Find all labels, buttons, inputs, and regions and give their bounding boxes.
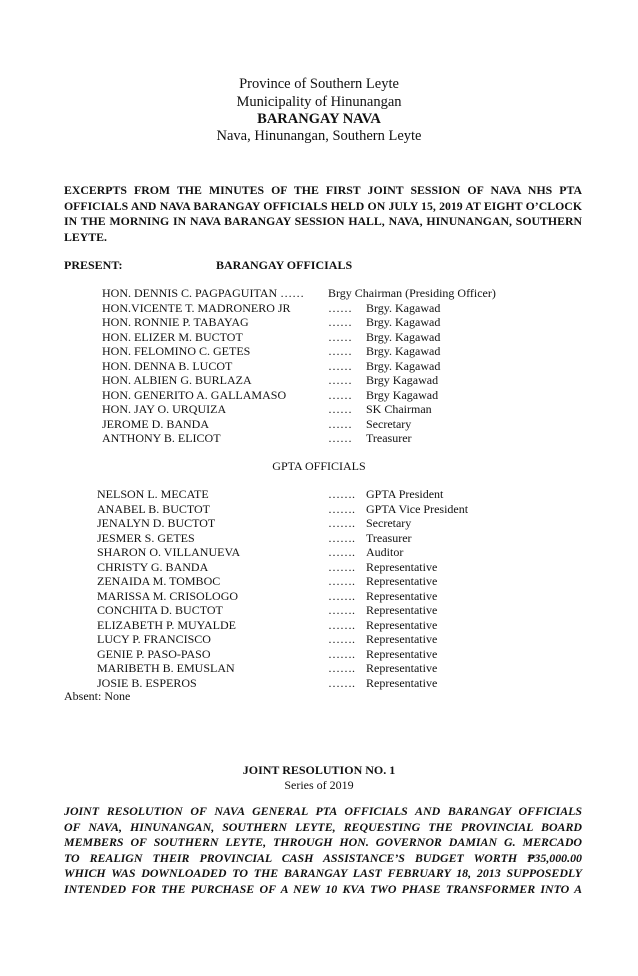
leader-dots: …….: [328, 603, 355, 617]
official-name: HON. FELOMINO C. GETES: [102, 344, 251, 358]
official-position: Treasurer: [366, 530, 412, 545]
official-name: HON. DENNA B. LUCOT: [102, 358, 233, 373]
official-name: MARIBETH B. EMUSLAN: [97, 661, 235, 675]
header-barangay: BARANGAY NAVA: [257, 111, 381, 127]
leader-dots: ……: [328, 344, 352, 358]
official-position: Representative: [366, 632, 438, 646]
official-position: Auditor: [366, 545, 404, 559]
official-name: SHARON O. VILLANUEVA: [97, 545, 241, 559]
leader-dots: ……: [328, 329, 352, 344]
excerpt-paragraph: EXCERPTS FROM THE MINUTES OF THE FIRST JOINT SESSION OF NAVA NHS PTA OFFICIALS AND NAVA BARANGAY OFFICIALS HELD ON JULY 15, 2019 AT EIGHT O’CLOCK IN THE MORNING IN NAVA BARANGAY SESSION HALL, NAVA, HINUNANGAN, SOUTHERN LEYTE.: [64, 183, 582, 244]
official-position: Representative: [366, 617, 438, 632]
official-position: Representative: [366, 675, 438, 690]
official-position: SK Chairman: [366, 402, 432, 416]
official-name: HON.VICENTE T. MADRONERO JR: [102, 300, 291, 315]
leader-dots: …….: [328, 487, 355, 501]
official-name: HON. RONNIE P. TABAYAG: [102, 315, 249, 329]
official-position: Representative: [366, 603, 438, 617]
official-name: CHRISTY G. BANDA: [97, 559, 209, 574]
official-name: JESMER S. GETES: [97, 530, 195, 545]
header-address: Nava, Hinunangan, Southern Leyte: [216, 128, 422, 144]
leader-dots: ……: [328, 431, 352, 445]
leader-dots: …….: [328, 632, 355, 646]
resolution-line: OF NAVA, HINUNANGAN, SOUTHERN LEYTE, REQUESTING THE PROVINCIAL BOARD: [64, 819, 582, 834]
official-position: Treasurer: [366, 431, 412, 445]
official-position: Brgy. Kagawad: [366, 358, 441, 373]
official-name: ELIZABETH P. MUYALDE: [97, 617, 236, 632]
official-name: CONCHITA D. BUCTOT: [97, 603, 223, 617]
header-municipality: Municipality of Hinunangan: [236, 94, 402, 110]
official-name: ANTHONY B. ELICOT: [102, 431, 221, 445]
official-position: GPTA Vice President: [366, 501, 469, 516]
official-name: JENALYN D. BUCTOT: [97, 516, 216, 530]
leader-dots: ……: [328, 416, 352, 431]
leader-dots: …….: [328, 559, 355, 574]
official-position: Brgy. Kagawad: [366, 344, 441, 358]
leader-dots: …….: [328, 501, 355, 516]
leader-dots: …….: [328, 516, 355, 530]
official-name: JOSIE B. ESPEROS: [97, 675, 197, 690]
leader-dots: ……: [328, 300, 352, 315]
leader-dots: ……: [328, 315, 352, 329]
leader-dots: …….: [328, 646, 355, 661]
official-position: Secretary: [366, 416, 412, 431]
leader-dots: ……: [328, 373, 352, 387]
resolution-line: WHICH WAS DOWNLOADED TO THE BARANGAY LAST FEBRUARY 18, 2013 SUPPOSEDLY: [64, 866, 582, 881]
leader-dots: …….: [328, 545, 355, 559]
official-position: Brgy. Kagawad: [366, 329, 441, 344]
official-name: HON. ALBIEN G. BURLAZA: [102, 373, 252, 387]
leader-dots: …….: [328, 617, 355, 632]
official-name: HON. GENERITO A. GALLAMASO: [102, 387, 287, 402]
official-position: Brgy Chairman (Presiding Officer): [328, 286, 496, 300]
official-position: Representative: [366, 646, 438, 661]
official-position: Brgy Kagawad: [366, 387, 439, 402]
resolution-title: JOINT RESOLUTION NO. 1: [242, 763, 396, 777]
official-position: Brgy. Kagawad: [366, 300, 441, 315]
official-name: MARISSA M. CRISOLOGO: [97, 588, 239, 603]
official-position: Representative: [366, 588, 438, 603]
official-position: Representative: [366, 661, 438, 675]
leader-dots: ……: [328, 402, 352, 416]
official-position: GPTA President: [366, 487, 444, 501]
official-name: LUCY P. FRANCISCO: [97, 632, 211, 646]
barangay-officials-heading: BARANGAY OFFICIALS: [216, 258, 353, 272]
official-name: ANABEL B. BUCTOT: [97, 501, 211, 516]
leader-dots: …….: [328, 675, 355, 690]
official-name: HON. ELIZER M. BUCTOT: [102, 329, 243, 344]
leader-dots: …….: [328, 588, 355, 603]
resolution-line: INTENDED FOR THE PURCHASE OF A NEW 10 KVA TWO PHASE TRANSFORMER INTO A: [64, 881, 582, 896]
resolution-line: MEMBERS OF SOUTHERN LEYTE, THROUGH HON. GOVERNOR DAMIAN G. MERCADO: [64, 835, 582, 850]
resolution-body: [64, 804, 582, 898]
resolution-line: JOINT RESOLUTION OF NAVA GENERAL PTA OFFICIALS AND BARANGAY OFFICIALS: [64, 804, 582, 818]
leader-dots: ……: [328, 358, 352, 373]
leader-dots: ……: [328, 387, 352, 402]
official-position: Brgy. Kagawad: [366, 315, 441, 329]
present-label: PRESENT:: [64, 258, 123, 272]
official-name: ZENAIDA M. TOMBOC: [97, 574, 221, 588]
official-position: Representative: [366, 574, 438, 588]
official-name: NELSON L. MECATE: [97, 487, 209, 501]
official-position: Secretary: [366, 516, 412, 530]
header-province: Province of Southern Leyte: [239, 76, 399, 92]
official-name: JEROME D. BANDA: [102, 416, 210, 431]
resolution-line: TO REALIGN THEIR PROVINCIAL CASH ASSISTANCE’S BUDGET WORTH ₱35,000.00: [64, 850, 582, 865]
leader-dots: …….: [328, 530, 355, 545]
leader-dots: …….: [328, 574, 355, 588]
official-position: Brgy Kagawad: [366, 373, 439, 387]
leader-dots: …….: [328, 661, 355, 675]
official-name: HON. DENNIS C. PAGPAGUITAN ……: [102, 286, 305, 300]
absent-line: Absent: None: [64, 689, 131, 703]
resolution-series: Series of 2019: [284, 778, 354, 792]
official-name: HON. JAY O. URQUIZA: [102, 402, 227, 416]
gpta-officials-heading: GPTA OFFICIALS: [272, 459, 366, 473]
official-position: Representative: [366, 559, 438, 574]
official-name: GENIE P. PASO-PASO: [97, 646, 211, 661]
